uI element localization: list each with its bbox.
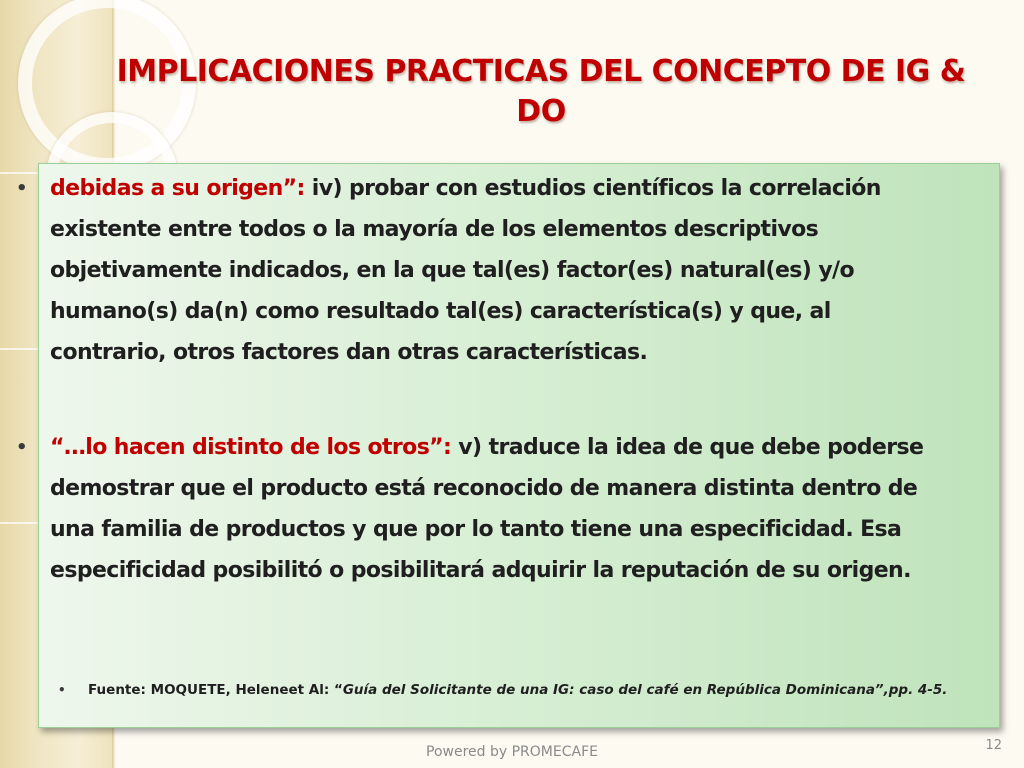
page-number: 12 (985, 738, 1002, 753)
bullet-item (16, 427, 948, 591)
bullet-item (16, 168, 948, 373)
footer-credit: Powered by PROMECAFE (426, 744, 598, 760)
source-prefix: Fuente: MOQUETE, Heleneet Al: “ (88, 682, 343, 698)
bullet-lead: debidas a su origen”: (50, 176, 305, 201)
bullet-dot-icon: • (58, 683, 66, 697)
bullet-dot-icon: • (16, 437, 27, 458)
bullet-lead: “…lo hacen distinto de los otros”: (50, 435, 452, 460)
source-citation (58, 680, 968, 701)
source-title: Guía del Solicitante de una IG: caso del café en República Dominicana”,pp. 4-5. (342, 682, 948, 698)
slide-title: IMPLICACIONES PRACTICAS DEL CONCEPTO DE IG & DO (116, 54, 966, 129)
bullet-text: iv) probar con estudios científicos la correlación existente entre todos o la mayoría de los elementos descriptivos objetivamente indicados, en la que tal(es) factor(es) natural(es) y/o humano(s) da(n) como resultado tal(es) característica(s) y que, al contrario, otros factores dan otras características. (50, 176, 881, 365)
bullet-dot-icon: • (16, 178, 27, 199)
bullet-text: v) traduce la idea de que debe poderse demostrar que el producto está reconocido de manera distinta dentro de una familia de productos y que por lo tanto tiene una especificidad. Esa especificidad posibilitó o posibilitará adquirir la reputación de su origen. (50, 435, 924, 583)
